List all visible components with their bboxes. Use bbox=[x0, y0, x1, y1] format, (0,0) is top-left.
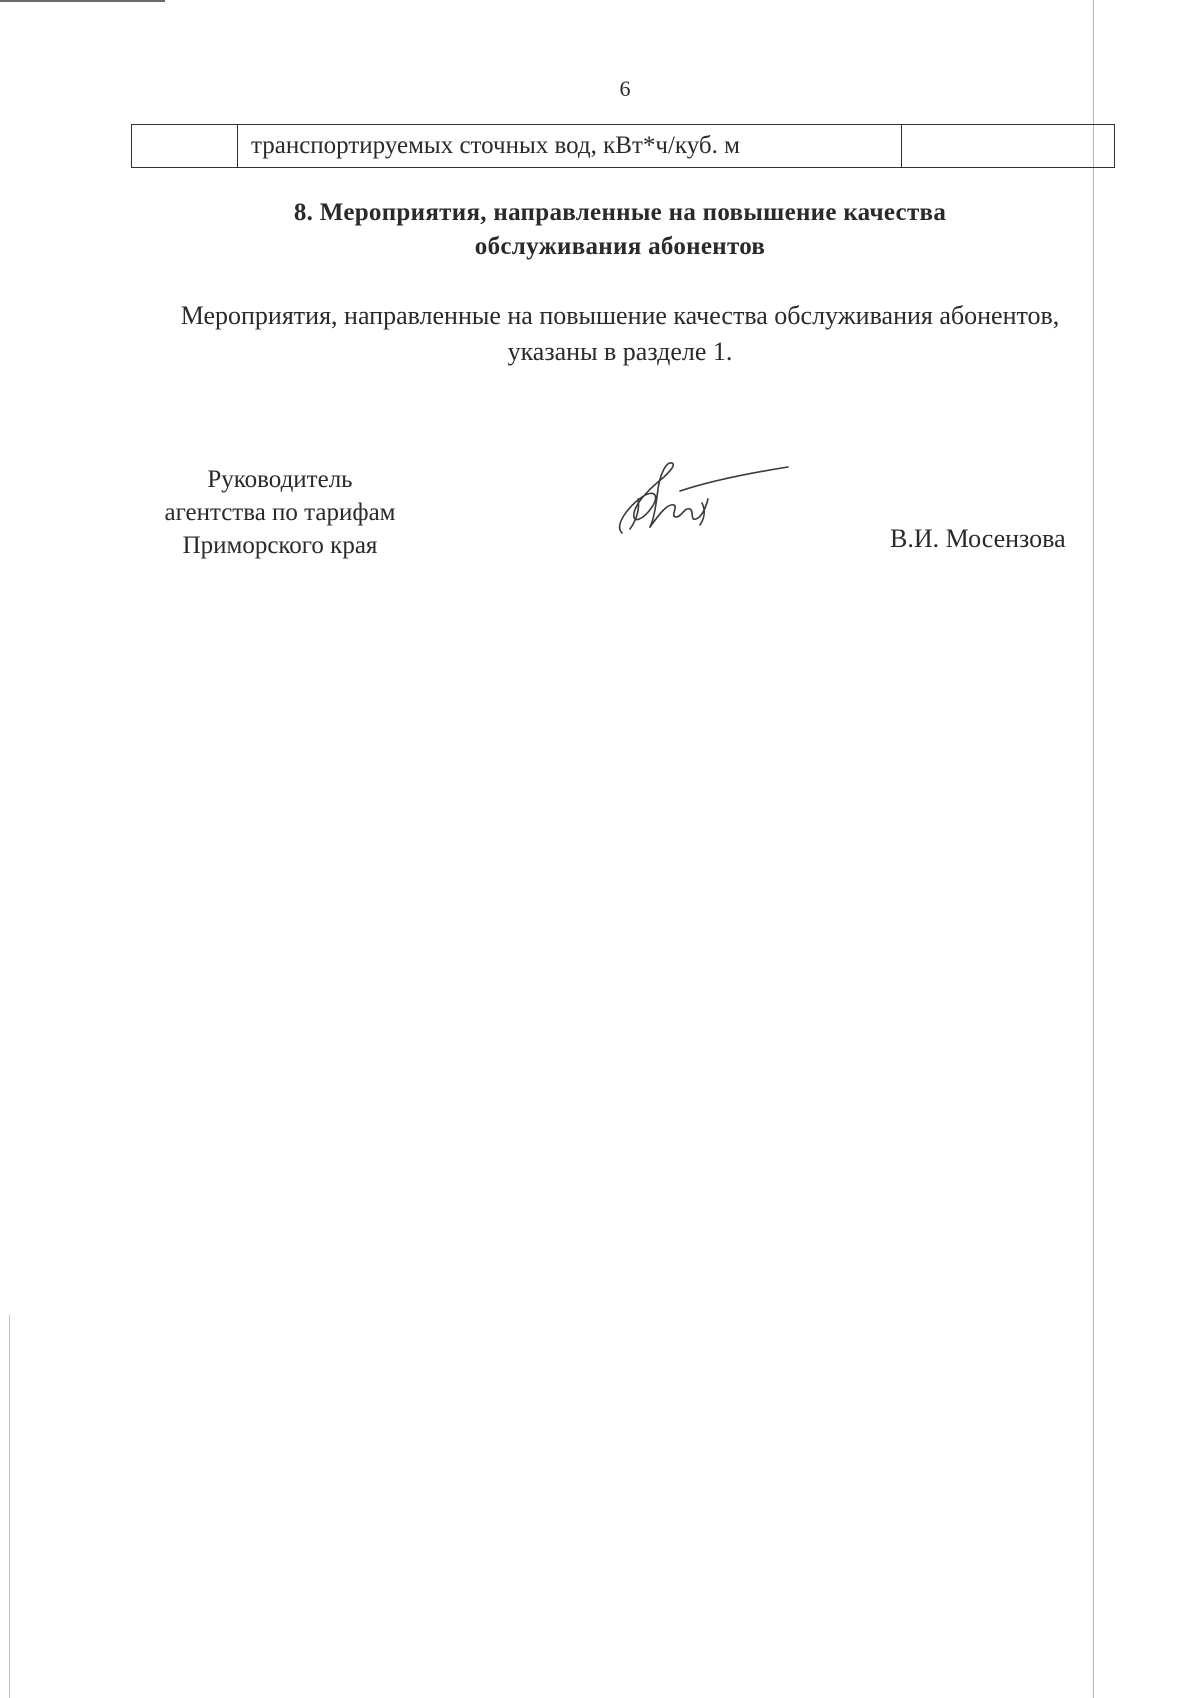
section-body-line-1: Мероприятия, направленные на повышение качества обслуживания абонентов, bbox=[180, 301, 1060, 330]
table-cell-value bbox=[902, 125, 1115, 168]
scan-edge-right bbox=[1093, 0, 1094, 1698]
scan-edge-left bbox=[9, 1315, 10, 1698]
section-heading-line-1: 8. Мероприятия, направленные на повышение качества bbox=[293, 199, 947, 226]
table-cell-indicator: транспортируемых сточных вод, кВт*ч/куб. м bbox=[238, 125, 902, 168]
table-row bbox=[132, 125, 1115, 168]
section-body-line-2: указаны в разделе 1. bbox=[507, 337, 733, 366]
table-cell-number bbox=[132, 125, 238, 168]
signer-position-line-3: Приморского края bbox=[182, 532, 378, 559]
signer-position-line-2: агентства по тарифам bbox=[164, 499, 396, 526]
handwritten-signature bbox=[610, 455, 790, 545]
signer-position-line-1: Руководитель bbox=[207, 466, 353, 493]
section-heading bbox=[220, 196, 1020, 264]
section-body-text bbox=[130, 298, 1110, 370]
table-fragment bbox=[131, 124, 1115, 168]
signer-name: В.И. Мосензова bbox=[890, 524, 1066, 553]
section-heading-line-2: обслуживания абонентов bbox=[474, 233, 766, 260]
scan-edge-top bbox=[0, 0, 165, 2]
signer-position bbox=[130, 463, 430, 562]
page-number: 6 bbox=[619, 76, 631, 101]
